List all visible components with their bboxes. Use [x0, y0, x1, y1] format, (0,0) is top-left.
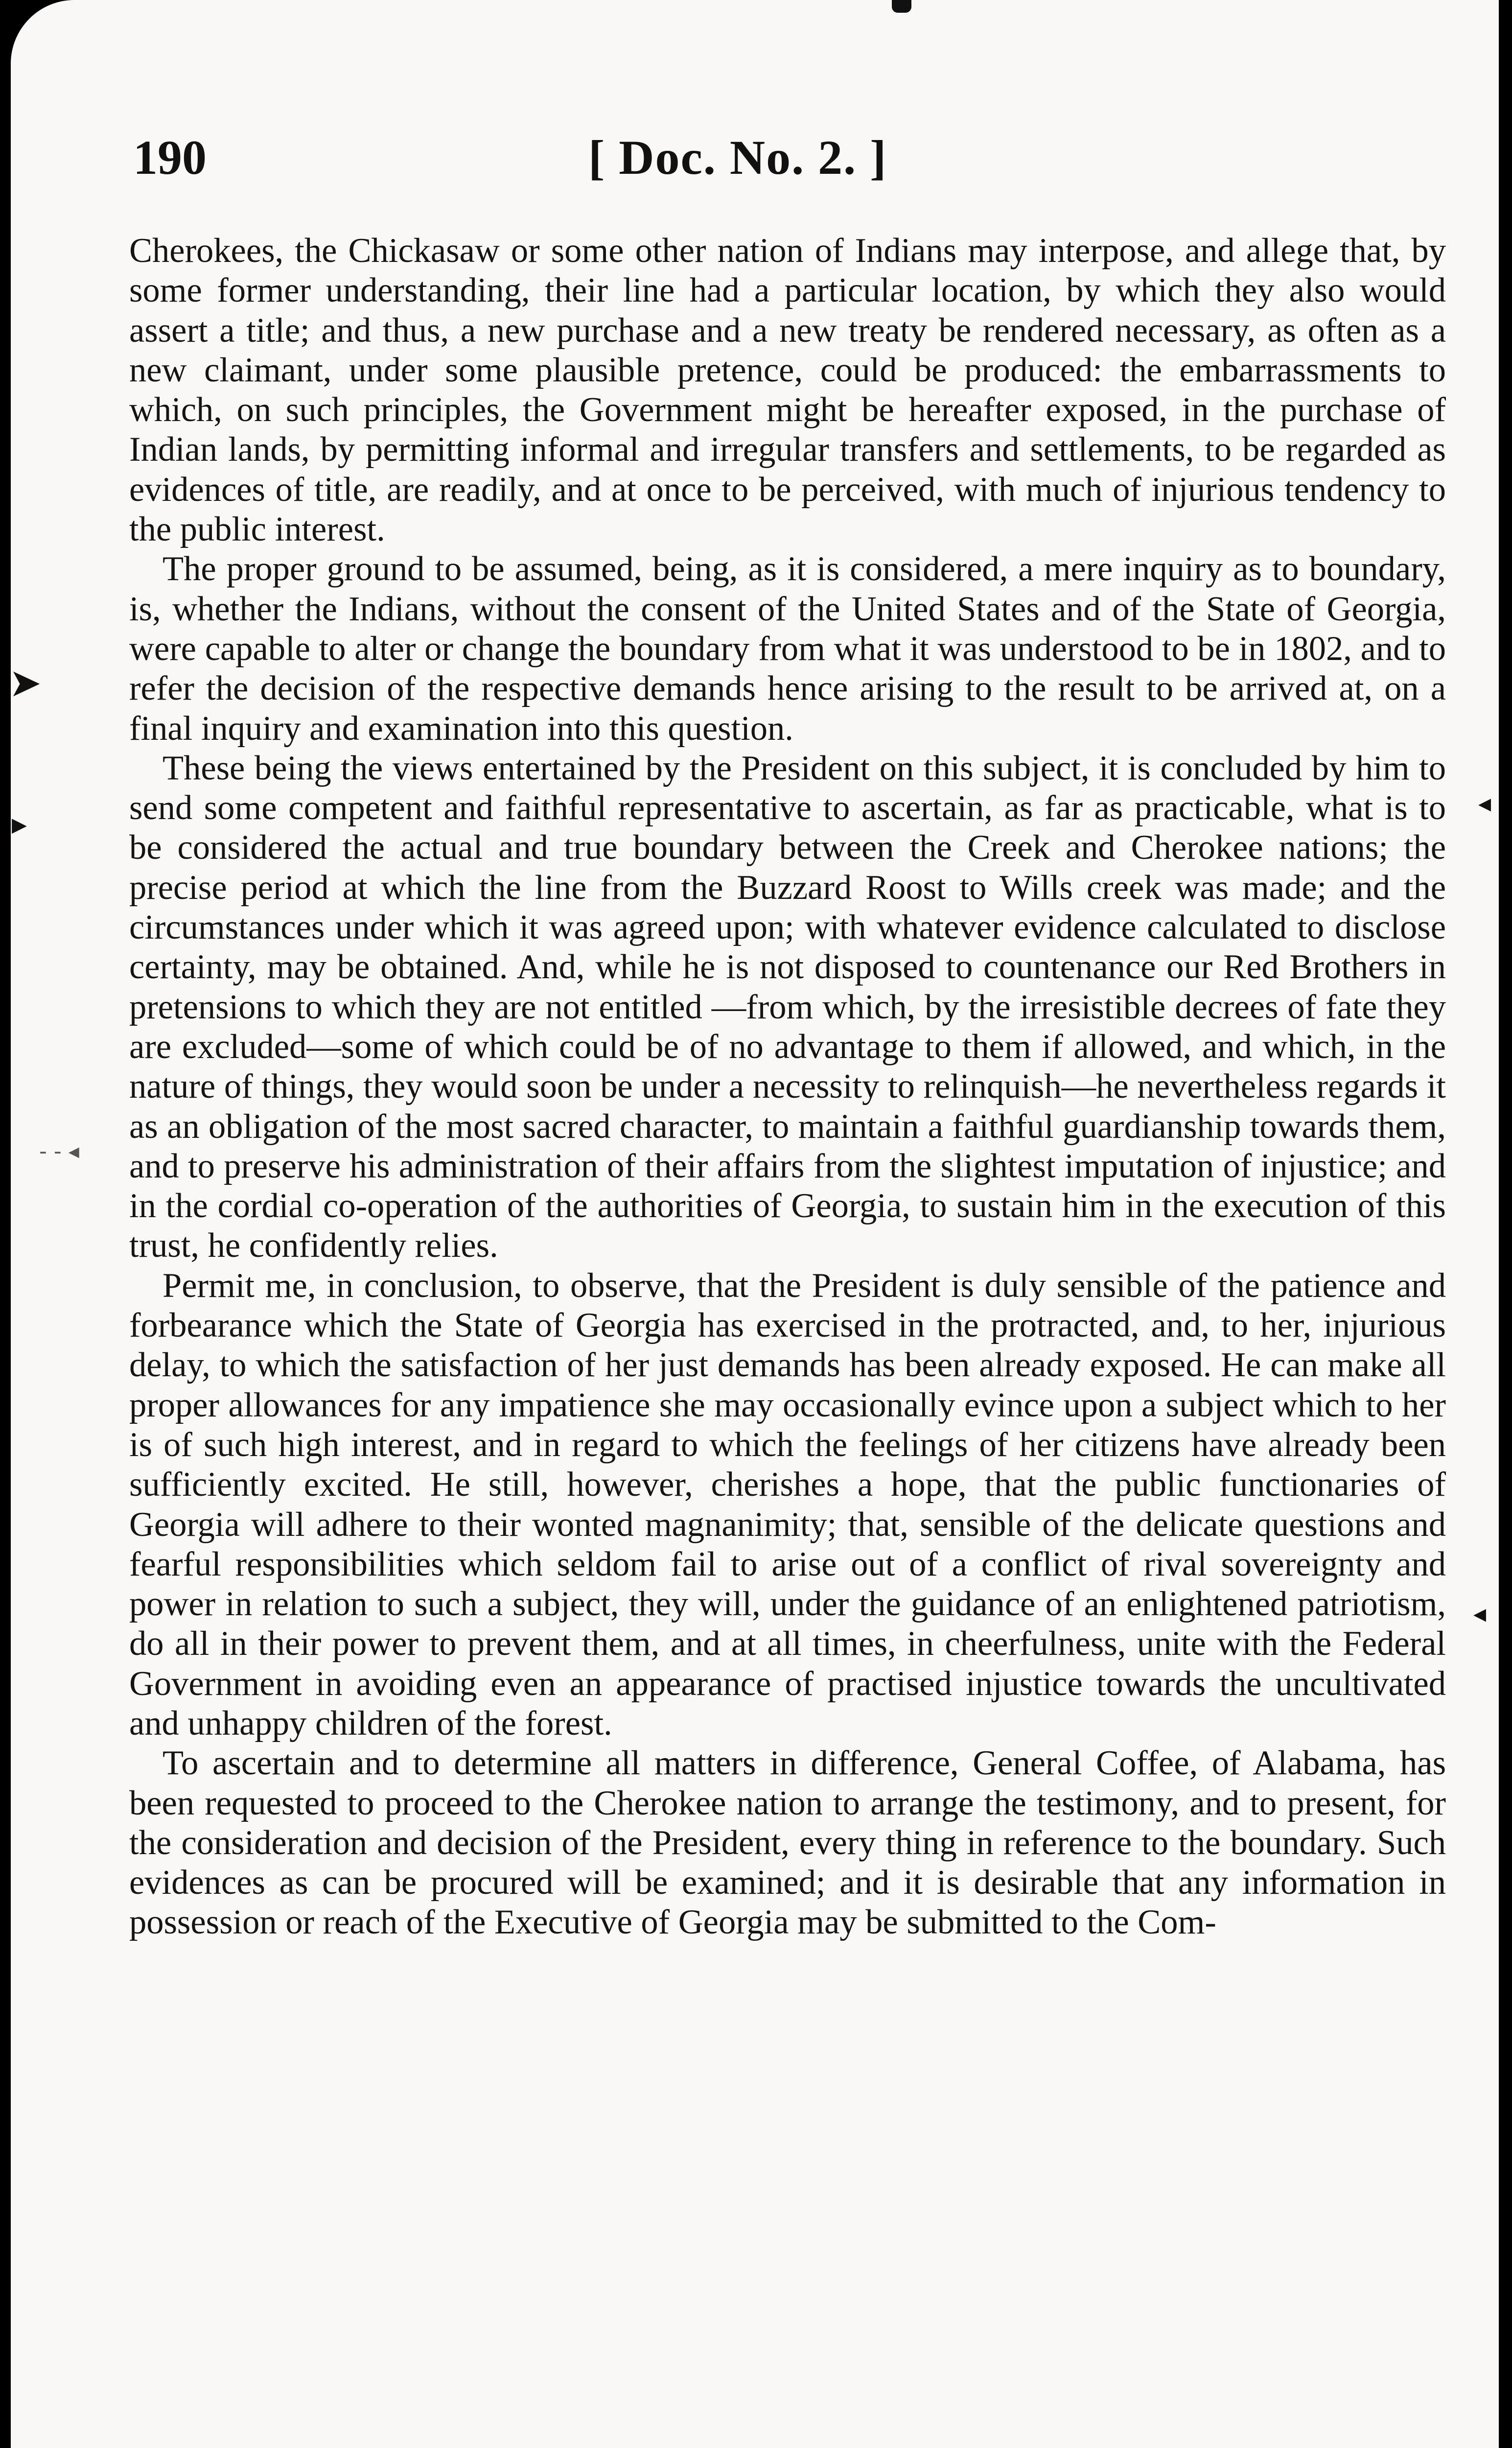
margin-arrow-left: ➤	[9, 660, 42, 706]
page-number: 190	[133, 130, 207, 185]
book-page	[11, 0, 1499, 2448]
top-edge-mark	[892, 0, 911, 13]
paragraph-boundary-inquiry: The proper ground to be assumed, being, as it is considered, a mere inquiry as to boundary, is, whether the Indians, without the consent of the United States and of the State of Georgia, were capable to alter or change the boundary from what it was understood to be in 1802, and to refer the decision of the respective demands hence arising to the result to be arrived at, on a final inquiry and examination into this question.	[129, 550, 1446, 748]
body-text	[129, 231, 1446, 1943]
paragraph-conclusion: Permit me, in conclusion, to observe, that the President is duly sensible of the patience and forbearance which the State of Georgia has exercised in the protracted, and, to her, injurious delay, to which the satisfaction of her just demands has been already exposed. He can make all proper allowances for any impatience she may occasionally evince upon a subject which to her is of such high interest, and in regard to which the feelings of her citizens have already been sufficiently excited. He still, however, cherishes a hope, that the public functionaries of Georgia will adhere to their wonted magnanimity; that, sensible of the delicate questions and fearful responsibilities which seldom fail to arise out of a conflict of rival sovereignty and power in relation to such a subject, they will, under the guidance of an enlightened patriotism, do all in their power to prevent them, and at all times, in cheerfulness, unite with the Federal Government in avoiding even an appearance of practised injustice towards the uncultivated and unhappy children of the forest.	[129, 1266, 1446, 1742]
margin-arrow-right-top: ◂	[1478, 789, 1491, 818]
running-head: [ Doc. No. 2. ]	[588, 130, 887, 185]
margin-arrow-right-bottom: ◂	[1473, 1599, 1487, 1628]
paragraph-continued: Cherokees, the Chickasaw or some other nation of Indians may interpose, and allege that, by some former understanding, their line had a particular location, by which they also would assert a title; and thus, a new purchase and a new treaty be rendered necessary, as often as a new claimant, under some plausible pretence, could be produced: the embarrassments to which, on such principles, the Government might be hereafter exposed, in the purchase of Indian lands, by permitting informal and irregular transfers and settlements, to be regarded as evidences of title, are readily, and at once to be perceived, with much of injurious tendency to the public interest.	[129, 232, 1446, 549]
paragraph-general-coffee: To ascertain and to determine all matters in difference, General Coffee, of Alabama, has been requested to proceed to the Cherokee nation to arrange the testimony, and to present, for the consideration and decision of the President, every thing in reference to the boundary. Such evidences as can be procured will be examined; and it is desirable that any information in possession or reach of the Executive of Georgia may be submitted to the Com-	[129, 1744, 1446, 1942]
margin-dash-mark: ‐ ‐ ◂	[39, 1139, 79, 1164]
margin-arrow-left-small: ▶	[12, 814, 27, 836]
paragraph-president-views: These being the views entertained by the President on this subject, it is concluded by him to send some competent and faithful representative to ascertain, as far as practicable, what is to be considered the actual and true boundary between the Creek and Cherokee nations; the precise period at which the line from the Buzzard Roost to Wills creek was made; and the circumstances under which it was agreed upon; with whatever evidence calculated to disclose certainty, may be obtained. And, while he is not disposed to countenance our Red Brothers in pretensions to which they are not entitled —from which, by the irresistible decrees of fate they are excluded—some of which could be of no advantage to them if allowed, and which, in the nature of things, they would soon be under a necessity to relinquish—he nevertheless regards it as an obligation of the most sacred character, to maintain a faithful guardianship towards them, and to preserve his administration of their affairs from the slightest imputation of injustice; and in the cordial co-operation of the authorities of Georgia, to sustain him in the execution of this trust, he confidently relies.	[129, 749, 1446, 1265]
